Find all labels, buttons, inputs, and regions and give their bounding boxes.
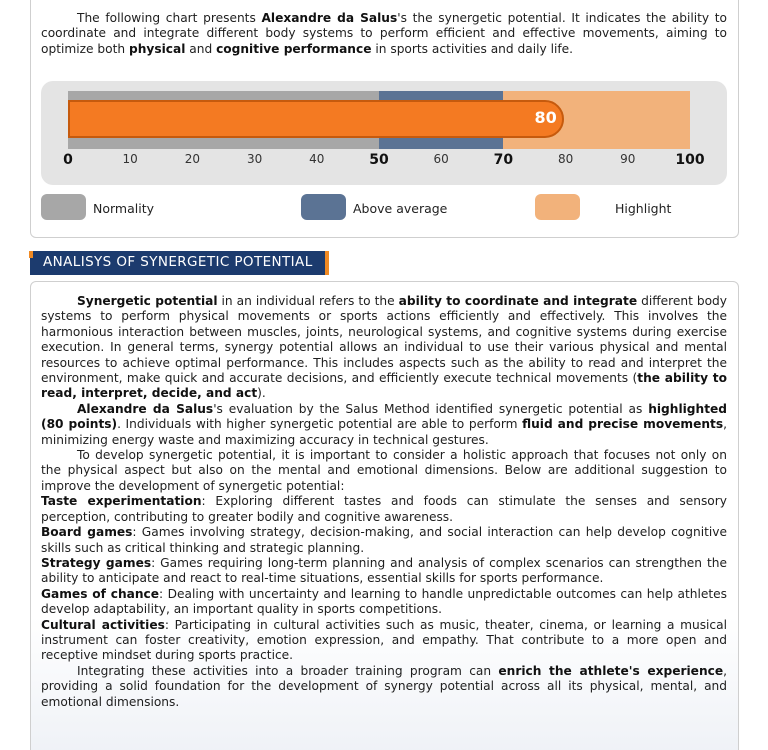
legend-swatch-highlight [535,194,580,220]
legend-swatch-above-average [301,194,346,220]
tick-label-20: 20 [184,152,201,166]
tick-label-40: 40 [309,152,325,166]
list-item: Games of chance: Dealing with uncertainty and learning to handle unpredictable outcomes can help athletes develop adaptability, an important quality in sports competitions. [41,586,728,617]
analysis-paragraph-1: Synergetic potential in an individual refers to the ability to coordinate and integrate different body systems to perform physical movements or sports actions efficiently and effectively. This involves the harmonious interaction between muscles, joints, neurological systems, and cognitive systems during exercise execution. In general terms, synergy potential allows an individual to use their various physical and mental resources to achieve optimal performance. This includes aspects such as the ability to read and interpret the environment, make quick and accurate decisions, and efficiently execute technical movements (the ability to read, interpret, decide, and act). [41,294,728,401]
tick-label-100: 100 [675,152,705,168]
analysis-paragraph-2: Alexandre da Salus's evaluation by the Salus Method identified synergetic potential as highlighted (80 points). Individuals with higher synergetic potential are able to perform fluid and precise movements, minimizing energy waste and maximizing accuracy in technical gestures. [41,401,728,447]
list-item: Cultural activities: Participating in cultural activities such as music, theater, cinema, or learning a musical instrument can foster creativity, emotion expression, and empathy. That contribute to a more open and receptive mindset during sports practice. [41,617,727,663]
legend-label-normality: Normality [93,201,154,216]
tick-label-90: 90 [620,152,636,166]
tick-label-60: 60 [433,152,449,166]
analysis-paragraph-4: Integrating these activities into a broader training program can enrich the athlete's experience, providing a solid foundation for the development of synergy potential across all its physical, mental, and emotional dimensions. [41,663,727,709]
legend-swatch-normality [41,194,86,220]
analysis-card [30,281,739,750]
list-item: Taste experimentation: Exploring different tastes and foods can stimulate the senses and sensory perception, contributing to greater bodily and cognitive awareness. [41,494,727,524]
analysis-text [41,294,727,710]
intro-paragraph: The following chart presents Alexandre da Salus's the synergetic potential. It indicates the ability to coordinate and integrate different body systems to perform efficient and effective movements, aiming to optimize both physical and cognitive performance in sports activities and daily life. [41,11,727,56]
athlete-name: Alexandre da Salus [261,11,398,25]
tick-label-10: 10 [122,152,138,166]
list-item: Board games: Games involving strategy, decision-making, and social interaction can help develop cognitive skills such as critical thinking and strategic planning. [41,525,727,555]
tick-label-0: 0 [63,152,73,168]
score-label: 80 [534,108,557,127]
section-title: ANALISYS OF SYNERGETIC POTENTIAL [30,251,329,275]
tick-label-30: 30 [246,152,263,166]
tick-label-80: 80 [557,152,574,166]
list-item: Strategy games: Games requiring long-term planning and analysis of complex scenarios can strengthen the ability to anticipate and react to real-time situations, essential skills for sports performance. [41,555,727,586]
analysis-paragraph-3: To develop synergetic potential, it is important to consider a holistic approach that focuses not only on the physical aspect but also on the mental and emotional dimensions. Below are additional suggestion to improve the development of synergetic potential: [41,448,727,493]
legend-label-highlight: Highlight [615,201,672,216]
chart-card [30,0,739,238]
tick-label-70: 70 [493,152,514,168]
synergy-chart [41,81,727,185]
legend-label-above-average: Above average [353,201,448,216]
score-bar [68,100,564,138]
tick-label-50: 50 [369,152,389,168]
